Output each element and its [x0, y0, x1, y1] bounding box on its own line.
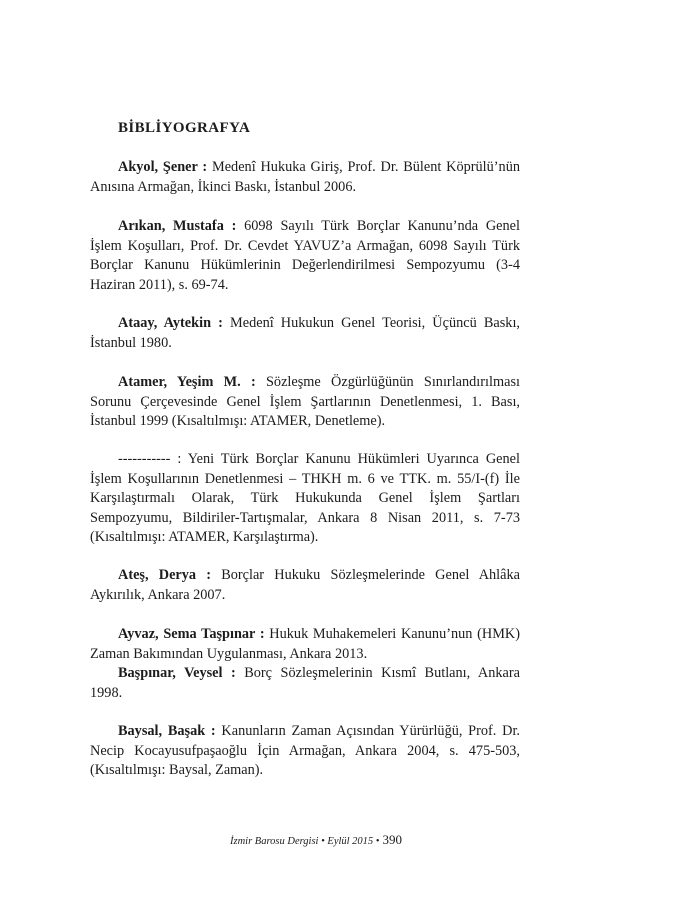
entry-author: Arıkan, Mustafa : — [118, 218, 237, 234]
entry-text: Sözleşme Özgürlüğünün Sınırlandırılması Sorunu Çerçevesinde Genel İşlem Şartlarının Denetlenmesi, 1. Bası, İstanbul 1999 (Kısaltılmışı: ATAMER, Denetleme). — [90, 374, 520, 430]
bibliography-entry — [90, 217, 520, 295]
bibliography-entry — [90, 664, 520, 703]
bibliography-heading: BİBLİYOGRAFYA — [118, 120, 251, 136]
page-footer — [230, 832, 402, 848]
journal-name: İzmir Barosu Dergisi • Eylül 2015 • — [230, 836, 380, 847]
entry-text: Kanunların Zaman Açısından Yürürlüğü, Prof. Dr. Necip Kocayusufpaşaoğlu İçin Armağan, Ankara 2004, s. 475-503, (Kısaltılmışı: Baysal, Zaman). — [90, 723, 520, 779]
entry-author: Başpınar, Veysel : — [118, 665, 236, 681]
entry-text: ----------- : Yeni Türk Borçlar Kanunu Hükümleri Uyarınca Genel İşlem Koşullarının Denetlenmesi – THKH m. 6 ve TTK. m. 55/I-(f) İle Karşılaştırmalı Olarak, Türk Hukukunda Genel İşlem Şartları Sempozyumu, Bildiriler-Tartışmalar, Ankara 8 Nisan 2011, s. 7-73 (Kısaltılmışı: ATAMER, Karşılaştırma). — [90, 451, 520, 546]
entry-text: Medenî Hukuka Giriş, Prof. Dr. Bülent Köprülü’nün Anısına Armağan, İkinci Baskı, İstanbul 2006. — [90, 159, 520, 195]
page-number: 390 — [382, 832, 402, 847]
bibliography-entry — [90, 450, 520, 548]
entry-author: Baysal, Başak : — [118, 723, 216, 739]
entry-author: Ateş, Derya : — [118, 567, 212, 583]
entry-text: 6098 Sayılı Türk Borçlar Kanunu’nda Genel İşlem Koşulları, Prof. Dr. Cevdet YAVUZ’a Armağan, 6098 Sayılı Türk Borçlar Kanunu Hükümlerinin Değerlendirilmesi Sempozyumu (3-4 Haziran 2011), s. 69-74. — [90, 218, 520, 293]
entry-text: Medenî Hukukun Genel Teorisi, Üçüncü Baskı, İstanbul 1980. — [90, 315, 520, 351]
entry-text: Borçlar Hukuku Sözleşmelerinde Genel Ahlâka Aykırılık, Ankara 2007. — [90, 567, 520, 603]
bibliography-entry — [90, 566, 520, 605]
bibliography-entry — [90, 373, 520, 432]
bibliography-entry — [90, 314, 520, 353]
entry-author: Ataay, Aytekin : — [118, 315, 223, 331]
entry-author: Akyol, Şener : — [118, 159, 208, 175]
entry-text: Borç Sözleşmelerinin Kısmî Butlanı, Ankara 1998. — [90, 665, 520, 701]
bibliography-entry — [90, 158, 520, 197]
entry-text: Hukuk Muhakemeleri Kanunu’nun (HMK) Zaman Bakımından Uygulanması, Ankara 2013. — [90, 626, 521, 662]
bibliography-entry — [90, 722, 520, 781]
entry-author: Ayvaz, Sema Taşpınar : — [118, 626, 265, 642]
entry-author: Atamer, Yeşim M. : — [118, 374, 256, 390]
bibliography-entry — [90, 625, 520, 664]
